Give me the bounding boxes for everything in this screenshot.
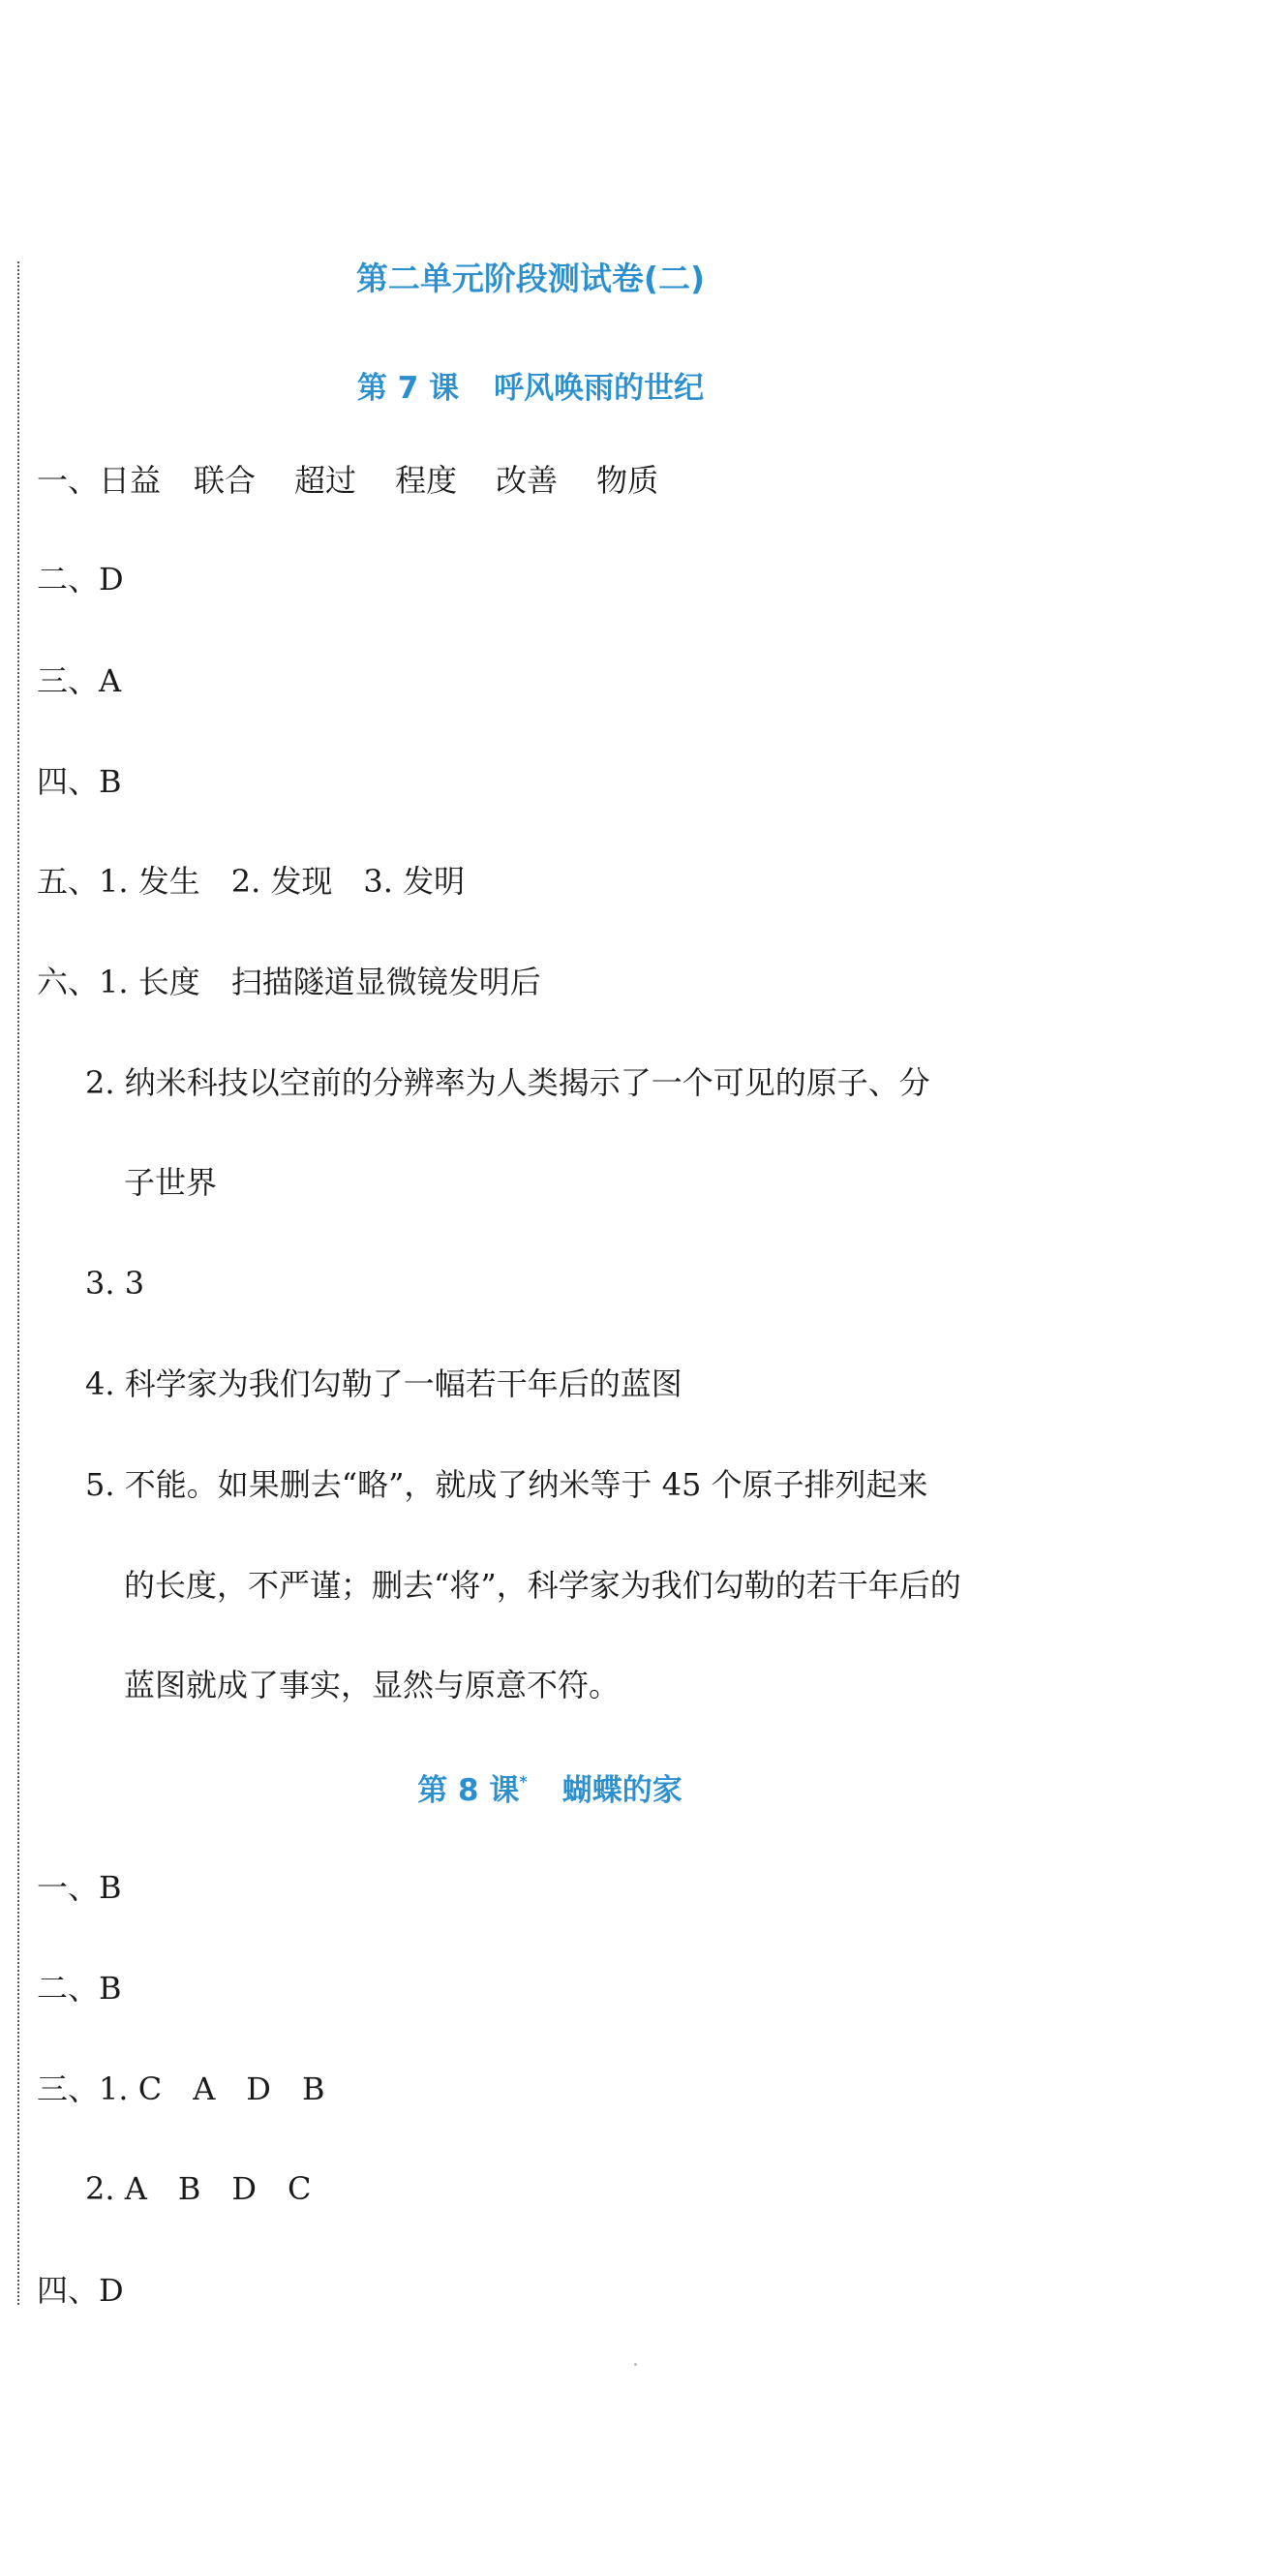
l7-question-1 [37,461,685,500]
binding-margin-line [17,261,19,2305]
l7-question-2: 二、D [37,561,124,598]
l7-q1-label: 一、 [37,462,100,499]
l7-q1-answer-6: 物质 [596,462,659,499]
unit-title: 第二单元阶段测试卷(二) [355,260,706,297]
l7-question-6-5-cont-1: 的长度，不严谨；删去“将”，科学家为我们勾勒的若干年后的 [124,1567,961,1604]
l8-question-3-2: 2. A B D C [85,2170,312,2207]
l8-question-2: 二、B [37,1970,122,2007]
l7-question-3: 三、A [37,662,122,699]
lesson-7-heading [0,363,1168,407]
l7-q1-answer-1: 日益 [99,462,162,499]
l7-question-6-1: 六、1. 长度 扫描隧道显微镜发明后 [37,964,541,1000]
lesson-8-mark: * [519,1772,528,1791]
l7-q1-answer-5: 改善 [496,462,559,499]
l7-q1-answer-2: 联合 [194,462,257,499]
l7-question-6-4: 4. 科学家为我们勾勒了一幅若干年后的蓝图 [85,1365,682,1402]
l8-question-3-1: 三、1. C A D B [37,2070,325,2107]
l7-q1-answer-3: 超过 [294,462,357,499]
lesson-7-number: 第 7 课 [356,371,460,406]
l7-question-6-5: 5. 不能。如果删去“略”，就成了纳米等于 45 个原子排列起来 [85,1466,928,1503]
lesson-8-name: 蝴蝶的家 [561,1773,682,1808]
l7-question-6-3: 3. 3 [85,1265,145,1302]
scan-speck [634,2363,637,2366]
l7-question-5: 五、1. 发生 2. 发现 3. 发明 [37,863,466,900]
l7-question-6-2-cont: 子世界 [124,1164,218,1201]
l8-question-1: 一、B [37,1869,122,1906]
l7-question-4: 四、B [37,763,122,800]
lesson-8-heading [0,1765,1187,1809]
l7-q1-answer-4: 程度 [395,462,458,499]
l8-question-4: 四、D [37,2272,124,2309]
l7-question-6-5-cont-2: 蓝图就成了事实，显然与原意不符。 [124,1667,621,1703]
lesson-7-name: 呼风唤雨的世纪 [494,371,705,406]
l7-question-6-2: 2. 纳米科技以空前的分辨率为人类揭示了一个可见的原子、分 [85,1064,930,1101]
lesson-8-number: 第 8 课 [417,1773,520,1808]
